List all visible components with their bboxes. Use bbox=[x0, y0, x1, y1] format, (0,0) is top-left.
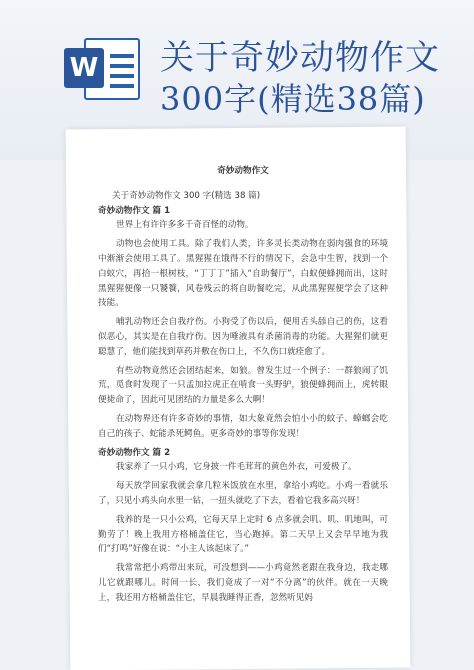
word-badge: W bbox=[64, 48, 104, 88]
paragraph: 有些动物竟然还会团结起来，如狼。曾发生过一个例子：一群狼闹了饥荒，觅食时发现了一只孟加拉虎正在啃食一头野驴，狼便蜂拥而上，虎转眼便毙命了，因此可见团结的力量是多么大啊！ bbox=[98, 365, 388, 406]
icon-line bbox=[110, 74, 134, 78]
icon-line bbox=[110, 54, 134, 58]
document-heading: 奇妙动物作文 bbox=[217, 166, 269, 176]
paragraph: 我家养了一只小鸡，它身披一件毛茸茸的黄色外衣，可爱极了。 bbox=[116, 462, 357, 473]
paragraph: 我常常把小鸡带出来玩，可没想到——小鸡竟然老跟在我身边，我走哪儿它就跟哪儿。时间一长，我们竟成了一对“不分离”的伙伴。就在一天晚上，我还用方格桶盖住它，早晨我睡得正香，忽然听见妈 bbox=[98, 563, 388, 603]
paragraph: 动物也会使用工具。除了我们人类，许多灵长类动物在弱肉强食的环境中渐渐会使用工具了。黑猩猩在饿得不行的情况下，会急中生智，找到一个白蚁穴，再拾一根树枝，“丁丁丁”插入“自助餐厅”，白蚁便蜂拥而出，这时黑猩猩便像一只饕餮，风卷残云的将自助餐吃完，从此黑猩猩便学会了这种技能。 bbox=[98, 239, 388, 309]
icon-line bbox=[110, 84, 134, 88]
page-title-line1: 关于奇妙动物作文 bbox=[160, 38, 440, 78]
document-subtitle: 关于奇妙动物作文 300 字(精选 38 篇) bbox=[112, 190, 261, 201]
document-body bbox=[98, 160, 388, 610]
section-title: 奇妙动物作文 篇 2 bbox=[98, 447, 171, 458]
paragraph: 我养的是一只小公鸡，它每天早上定时 6 点多就会叽、叽、叽地叫，可勤劳了！晚上我用方格桶盖住它，当心跑掉。第二天早上又会早早地为我们“打鸣”好像在说：“小主人该起床了。” bbox=[98, 514, 388, 555]
section-title: 奇妙动物作文 篇 1 bbox=[98, 205, 171, 216]
paragraph: 每天放学回家我就会拿几粒米饭放在水里，拿给小鸡吃。小鸡一看就乐了，只见小鸡头向水里一钻，一扭头就吃了下去，看着它我多高兴呀！ bbox=[98, 481, 388, 506]
paragraph: 哺乳动物还会自我疗伤。小狗受了伤以后，便用舌头舔自己的伤，这看似恶心，其实是在自我疗伤。因为唾液具有杀菌消毒的功能。大猩猩们就更聪慧了，他们能找到草药并敷在伤口上，不久伤口就痊愈了。 bbox=[98, 317, 388, 357]
page-title-line2: 300字(精选38篇) bbox=[160, 80, 426, 118]
paragraph: 世界上有许许多多千奇百怪的动物。 bbox=[116, 220, 254, 231]
icon-line bbox=[110, 64, 134, 68]
word-icon bbox=[64, 34, 142, 106]
paragraph: 在动物界还有许多奇妙的事情，如大象竟然会怕小小的蚊子、蟑螂会吃自己的孩子、蛇能杀死鳄鱼。更多奇妙的事等你发现！ bbox=[98, 413, 388, 439]
